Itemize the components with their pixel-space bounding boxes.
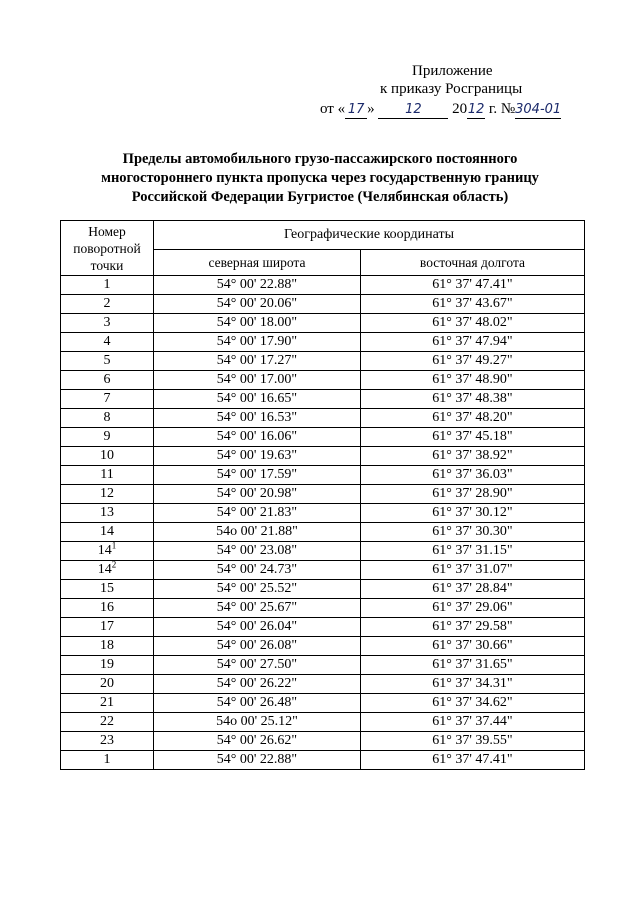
year-prefix: 20 <box>452 101 468 117</box>
point-number-cell <box>61 428 154 447</box>
latitude-cell: 54° 00' 22.88" <box>154 751 361 770</box>
appendix-label: Приложение <box>412 63 493 79</box>
table-row <box>61 713 585 732</box>
longitude-cell: 61° 37' 36.03" <box>360 466 584 485</box>
point-number-superscript: 2 <box>111 559 117 570</box>
point-number-cell <box>61 751 154 770</box>
latitude-cell: 54° 00' 19.63" <box>154 447 361 466</box>
longitude-cell: 61° 37' 28.90" <box>360 485 584 504</box>
longitude-cell: 61° 37' 30.12" <box>360 504 584 523</box>
table-row <box>61 428 585 447</box>
table-row <box>61 656 585 675</box>
longitude-cell: 61° 37' 43.67" <box>360 295 584 314</box>
point-number: 14 <box>97 562 112 577</box>
point-number-cell <box>61 713 154 732</box>
latitude-cell: 54o 00' 25.12" <box>154 713 361 732</box>
point-number: 9 <box>103 429 111 444</box>
table-row <box>61 333 585 352</box>
point-number: 4 <box>103 334 111 349</box>
longitude-cell: 61° 37' 48.38" <box>360 390 584 409</box>
longitude-cell: 61° 37' 30.66" <box>360 637 584 656</box>
point-number-cell <box>61 295 154 314</box>
longitude-cell: 61° 37' 39.55" <box>360 732 584 751</box>
point-number: 14 <box>97 543 112 558</box>
latitude-cell: 54° 00' 20.06" <box>154 295 361 314</box>
latitude-cell: 54° 00' 16.53" <box>154 409 361 428</box>
latitude-cell: 54° 00' 16.06" <box>154 428 361 447</box>
table-row <box>61 675 585 694</box>
longitude-cell: 61° 37' 31.65" <box>360 656 584 675</box>
longitude-cell: 61° 37' 29.06" <box>360 599 584 618</box>
longitude-cell: 61° 37' 47.94" <box>360 333 584 352</box>
table-row <box>61 466 585 485</box>
longitude-cell: 61° 37' 31.15" <box>360 542 584 561</box>
table-row <box>61 751 585 770</box>
table-row <box>61 504 585 523</box>
date-prefix: от « <box>320 101 346 117</box>
table-row <box>61 580 585 599</box>
table-row <box>61 371 585 390</box>
header-longitude: восточная долгота <box>360 250 584 276</box>
latitude-cell: 54° 00' 26.04" <box>154 618 361 637</box>
latitude-cell: 54° 00' 24.73" <box>154 561 361 580</box>
table-row <box>61 542 585 561</box>
point-number: 8 <box>103 410 111 425</box>
latitude-cell: 54° 00' 20.98" <box>154 485 361 504</box>
point-number: 7 <box>103 391 111 406</box>
point-number: 17 <box>100 619 114 634</box>
point-number-cell <box>61 485 154 504</box>
longitude-cell: 61° 37' 47.41" <box>360 751 584 770</box>
point-number: 13 <box>100 505 114 520</box>
point-number-cell <box>61 542 154 561</box>
handwritten-year: 12 <box>467 102 485 117</box>
point-number-cell <box>61 371 154 390</box>
table-row <box>61 390 585 409</box>
point-number-cell <box>61 618 154 637</box>
point-number: 1 <box>103 752 111 767</box>
title-line-3: Российской Федерации Бугристое (Челябинская область) <box>131 189 509 205</box>
handwritten-day: 17 <box>345 102 367 119</box>
point-number: 3 <box>103 315 111 330</box>
latitude-cell: 54° 00' 26.22" <box>154 675 361 694</box>
point-number: 15 <box>100 581 114 596</box>
longitude-cell: 61° 37' 34.62" <box>360 694 584 713</box>
point-number-cell <box>61 599 154 618</box>
latitude-cell: 54° 00' 26.48" <box>154 694 361 713</box>
table-row <box>61 352 585 371</box>
point-number-cell <box>61 276 154 295</box>
point-number-cell <box>61 580 154 599</box>
table-row <box>61 637 585 656</box>
point-number: 12 <box>100 486 114 501</box>
handwritten-month: 12 <box>378 102 448 119</box>
document-title <box>60 150 580 207</box>
point-number-cell <box>61 523 154 542</box>
point-number: 10 <box>100 448 114 463</box>
header-latitude: северная широта <box>154 250 361 276</box>
order-number-label: г. № <box>488 101 516 117</box>
longitude-cell: 61° 37' 48.02" <box>360 314 584 333</box>
point-number-cell <box>61 333 154 352</box>
coordinates-rows <box>61 276 585 770</box>
point-number: 18 <box>100 638 114 653</box>
point-number: 5 <box>103 353 111 368</box>
point-number: 21 <box>100 695 114 710</box>
latitude-cell: 54° 00' 17.00" <box>154 371 361 390</box>
table-row <box>61 599 585 618</box>
latitude-cell: 54° 00' 27.50" <box>154 656 361 675</box>
header-geo-coordinates: Географические координаты <box>154 221 585 250</box>
latitude-cell: 54° 00' 18.00" <box>154 314 361 333</box>
table-row <box>61 694 585 713</box>
point-number-superscript: 1 <box>111 540 117 551</box>
point-number-cell <box>61 504 154 523</box>
point-number-cell <box>61 732 154 751</box>
latitude-cell: 54° 00' 22.88" <box>154 276 361 295</box>
point-number: 1 <box>103 277 111 292</box>
latitude-cell: 54o 00' 21.88" <box>154 523 361 542</box>
point-number: 22 <box>100 714 114 729</box>
handwritten-order-number: 304-01 <box>515 102 562 117</box>
date-quote-close: » <box>367 101 375 117</box>
longitude-cell: 61° 37' 47.41" <box>360 276 584 295</box>
longitude-cell: 61° 37' 34.31" <box>360 675 584 694</box>
point-number-cell <box>61 561 154 580</box>
order-date-line <box>320 100 561 119</box>
table-row <box>61 618 585 637</box>
longitude-cell: 61° 37' 30.30" <box>360 523 584 542</box>
latitude-cell: 54° 00' 17.90" <box>154 333 361 352</box>
point-number: 20 <box>100 676 114 691</box>
point-number-cell <box>61 675 154 694</box>
title-line-1: Пределы автомобильного грузо-пассажирского постоянного <box>122 151 518 167</box>
latitude-cell: 54° 00' 25.52" <box>154 580 361 599</box>
point-number-cell <box>61 314 154 333</box>
longitude-cell: 61° 37' 31.07" <box>360 561 584 580</box>
point-number: 19 <box>100 657 114 672</box>
header-point-number: Номер поворотной точки <box>61 221 154 276</box>
order-reference: к приказу Росграницы <box>380 81 523 97</box>
latitude-cell: 54° 00' 26.08" <box>154 637 361 656</box>
table-row <box>61 485 585 504</box>
table-row <box>61 314 585 333</box>
point-number-cell <box>61 694 154 713</box>
point-number: 6 <box>103 372 111 387</box>
point-number: 23 <box>100 733 114 748</box>
longitude-cell: 61° 37' 38.92" <box>360 447 584 466</box>
longitude-cell: 61° 37' 29.58" <box>360 618 584 637</box>
longitude-cell: 61° 37' 48.90" <box>360 371 584 390</box>
point-number-cell <box>61 352 154 371</box>
longitude-cell: 61° 37' 45.18" <box>360 428 584 447</box>
longitude-cell: 61° 37' 37.44" <box>360 713 584 732</box>
point-number-cell <box>61 637 154 656</box>
table-row <box>61 447 585 466</box>
coordinates-table <box>60 220 585 770</box>
point-number-cell <box>61 390 154 409</box>
table-row <box>61 276 585 295</box>
table-row <box>61 561 585 580</box>
point-number-cell <box>61 656 154 675</box>
point-number: 16 <box>100 600 114 615</box>
point-number-cell <box>61 466 154 485</box>
latitude-cell: 54° 00' 26.62" <box>154 732 361 751</box>
table-row <box>61 523 585 542</box>
latitude-cell: 54° 00' 23.08" <box>154 542 361 561</box>
latitude-cell: 54° 00' 21.83" <box>154 504 361 523</box>
latitude-cell: 54° 00' 17.59" <box>154 466 361 485</box>
point-number: 2 <box>103 296 111 311</box>
point-number-cell <box>61 409 154 428</box>
table-row <box>61 409 585 428</box>
longitude-cell: 61° 37' 48.20" <box>360 409 584 428</box>
title-line-2: многостороннего пункта пропуска через государственную границу <box>101 170 539 186</box>
longitude-cell: 61° 37' 49.27" <box>360 352 584 371</box>
latitude-cell: 54° 00' 16.65" <box>154 390 361 409</box>
table-row <box>61 295 585 314</box>
table-row <box>61 732 585 751</box>
point-number: 14 <box>100 524 114 539</box>
longitude-cell: 61° 37' 28.84" <box>360 580 584 599</box>
latitude-cell: 54° 00' 25.67" <box>154 599 361 618</box>
point-number: 11 <box>100 467 114 482</box>
latitude-cell: 54° 00' 17.27" <box>154 352 361 371</box>
point-number-cell <box>61 447 154 466</box>
